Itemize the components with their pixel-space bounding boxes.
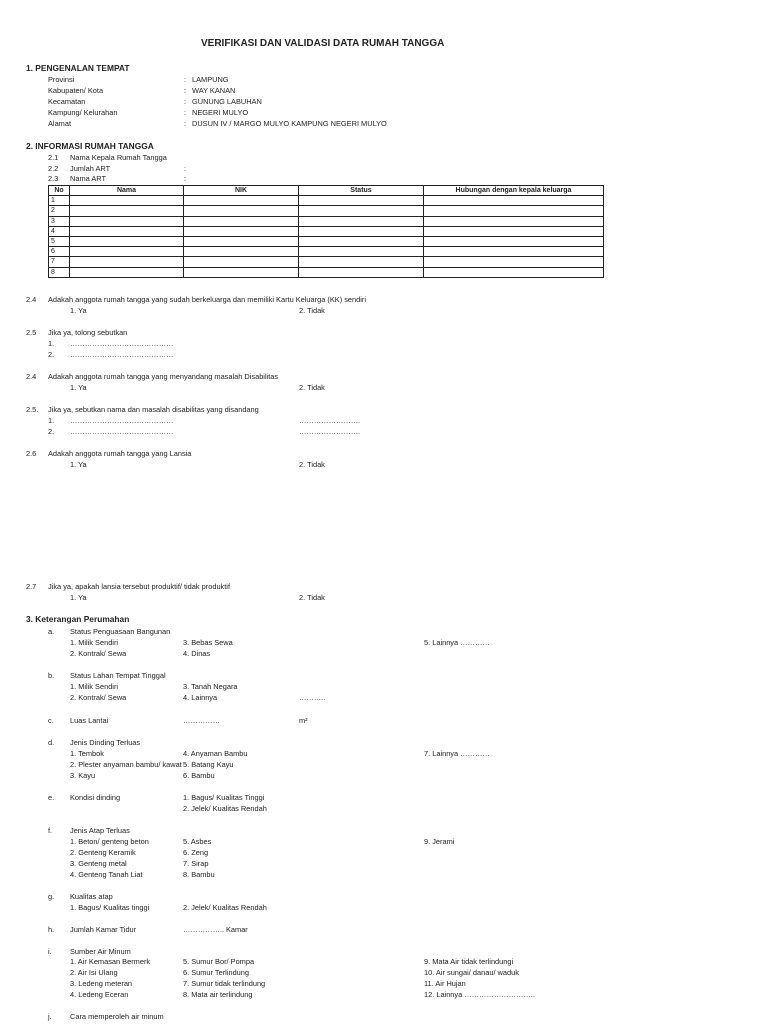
household-members-table — [48, 185, 604, 278]
option[interactable]: 5. Batang Kayu — [183, 760, 234, 769]
wall-type-label: Jenis Dinding Terluas — [70, 738, 141, 747]
relationship-cell[interactable] — [424, 257, 604, 267]
row-number: 2 — [49, 206, 70, 216]
roof-quality-label: Kualitas atap — [70, 892, 113, 901]
item-letter: b. — [48, 671, 55, 680]
relationship-cell[interactable] — [424, 247, 604, 257]
status-cell[interactable] — [299, 236, 424, 246]
colon: : — [184, 174, 187, 183]
fill-in-line[interactable]: …………… — [183, 716, 220, 725]
option[interactable]: 6. Sumur Terlindung — [183, 968, 250, 977]
name-cell[interactable] — [70, 226, 184, 236]
option[interactable]: 9. Jerami — [424, 837, 455, 846]
option[interactable]: 3. Kayu — [70, 771, 96, 780]
row-number: 4 — [49, 226, 70, 236]
question-number: 2.6 — [26, 449, 37, 458]
row-number: 3 — [49, 216, 70, 226]
option[interactable]: 3. Genteng metal — [70, 859, 127, 868]
relationship-cell[interactable] — [424, 196, 604, 206]
name-cell[interactable] — [70, 267, 184, 277]
list-number: 2. — [48, 350, 55, 359]
option[interactable]: 3. Bebas Sewa — [183, 638, 233, 647]
option[interactable]: 6. Bambu — [183, 771, 215, 780]
water-acquisition-label: Cara memperoleh air minum — [70, 1012, 164, 1021]
name-cell[interactable] — [70, 206, 184, 216]
relationship-cell[interactable] — [424, 216, 604, 226]
option[interactable]: 10. Air sungai/ danau/ waduk — [424, 968, 519, 977]
option[interactable]: 1. Milik Sendiri — [70, 682, 119, 691]
option[interactable]: 8. Mata air terlindung — [183, 990, 253, 999]
option[interactable]: 1. Beton/ genteng beton — [70, 837, 149, 846]
question-number: 2.7 — [26, 582, 37, 591]
option[interactable]: 2. Plester anyaman bambu/ kawat — [70, 760, 182, 769]
option[interactable]: 5. Asbes — [183, 837, 212, 846]
option[interactable]: 1. Milik Sendiri — [70, 638, 119, 647]
table-header-row — [49, 186, 604, 196]
nik-cell[interactable] — [184, 247, 299, 257]
name-cell[interactable] — [70, 236, 184, 246]
option[interactable]: 11. Air Hujan — [424, 979, 466, 988]
option[interactable]: 8. Bambu — [183, 870, 215, 879]
nik-cell[interactable] — [184, 196, 299, 206]
district-value: GUNUNG LABUHAN — [192, 97, 262, 106]
nik-cell[interactable] — [184, 216, 299, 226]
bedroom-count-label: Jumlah Kamar Tidur — [70, 925, 137, 934]
section-3-heading: 3. Keterangan Perumahan — [26, 614, 130, 624]
question-disability-list: Jika ya, sebutkan nama dan masalah disabilitas yang disandang — [48, 405, 259, 414]
village-label: Kampung/ Kelurahan — [48, 108, 118, 117]
unit-label: Kamar — [226, 925, 248, 934]
item-letter: a. — [48, 627, 55, 636]
name-cell[interactable] — [70, 196, 184, 206]
colon: : — [184, 164, 187, 173]
option[interactable]: 1. Bagus/ Kualitas Tinggi — [183, 793, 265, 802]
option[interactable]: 7. Sumur tidak terlindung — [183, 979, 266, 988]
question-elderly-productive: Jika ya, apakah lansia tersebut produktif/ tidak produktif — [48, 582, 230, 591]
item-letter: c. — [48, 716, 54, 725]
member-names-label: Nama ART — [70, 174, 107, 183]
province-value: LAMPUNG — [192, 75, 229, 84]
nik-cell[interactable] — [184, 267, 299, 277]
item-letter: f. — [48, 826, 53, 835]
status-cell[interactable] — [299, 196, 424, 206]
province-label: Provinsi — [48, 75, 75, 84]
option[interactable]: 5. Sumur Bor/ Pompa — [183, 957, 255, 966]
fill-in-line[interactable]: …………………………………… — [70, 339, 174, 348]
row-number: 8 — [49, 267, 70, 277]
item-letter: j. — [48, 1012, 52, 1021]
option[interactable]: 2. Jelek/ Kualitas Rendah — [183, 804, 267, 813]
list-number: 2. — [48, 427, 55, 436]
option[interactable]: 7. Sirap — [183, 859, 209, 868]
option[interactable]: 2. Genteng Keramik — [70, 848, 136, 857]
colon: : — [184, 97, 187, 106]
option[interactable]: 2. Kontrak/ Sewa — [70, 693, 127, 702]
status-cell[interactable] — [299, 267, 424, 277]
item-number: 2.1 — [48, 153, 59, 162]
unit-label: m² — [299, 716, 308, 725]
option[interactable]: 1. Air Kemasan Bermerk — [70, 957, 151, 966]
page-title: VERIFIKASI DAN VALIDASI DATA RUMAH TANGGA — [201, 38, 445, 49]
question-elderly: Adakah anggota rumah tangga yang Lansia — [48, 449, 192, 458]
col-header-status: Status — [299, 186, 424, 196]
district-label: Kecamatan — [48, 97, 86, 106]
name-cell[interactable] — [70, 247, 184, 257]
item-letter: e. — [48, 793, 55, 802]
option-no[interactable]: 2. Tidak — [299, 593, 325, 602]
item-letter: g. — [48, 892, 55, 901]
section-2-heading: 2. INFORMASI RUMAH TANGGA — [26, 141, 154, 151]
option-yes[interactable]: 1. Ya — [70, 593, 87, 602]
fill-in-line[interactable]: ……………………. — [299, 416, 361, 425]
row-number: 6 — [49, 247, 70, 257]
option[interactable]: 4. Anyaman Bambu — [183, 749, 248, 758]
col-header-relationship: Hubungan dengan kepala keluarga — [424, 186, 604, 196]
item-letter: d. — [48, 738, 55, 747]
row-number: 1 — [49, 196, 70, 206]
list-number: 1. — [48, 339, 55, 348]
option-yes[interactable]: 1. Ya — [70, 306, 87, 315]
fill-in-line[interactable]: ……………………. — [299, 427, 361, 436]
colon: : — [184, 86, 187, 95]
member-count-label: Jumlah ART — [70, 164, 111, 173]
regency-label: Kabupaten/ Kota — [48, 86, 104, 95]
option[interactable]: 7. Lainnya ………… — [424, 749, 490, 758]
nik-cell[interactable] — [184, 226, 299, 236]
question-number: 2.4 — [26, 372, 37, 381]
option[interactable]: 12. Lainnya ……………………….. — [424, 990, 535, 999]
item-number: 2.2 — [48, 164, 59, 173]
section-1-heading: 1. PENGENALAN TEMPAT — [26, 63, 130, 73]
item-letter: h. — [48, 925, 55, 934]
regency-value: WAY KANAN — [192, 86, 236, 95]
option-yes[interactable]: 1. Ya — [70, 460, 87, 469]
status-cell[interactable] — [299, 247, 424, 257]
address-label: Alamat — [48, 119, 72, 128]
option[interactable]: 3. Ledeng meteran — [70, 979, 133, 988]
head-of-household-label: Nama Kepala Rumah Tangga — [70, 153, 167, 162]
question-number: 2.5. — [26, 405, 39, 414]
option[interactable]: 4. Genteng Tanah Liat — [70, 870, 143, 879]
table-row — [49, 196, 604, 206]
table-row — [49, 267, 604, 277]
colon: : — [184, 119, 187, 128]
option[interactable]: 5. Lainnya ………… — [424, 638, 490, 647]
colon: : — [184, 108, 187, 117]
relationship-cell[interactable] — [424, 206, 604, 216]
address-value: DUSUN IV / MARGO MULYO KAMPUNG NEGERI MULYO — [192, 119, 387, 128]
wall-condition-label: Kondisi dinding — [70, 793, 121, 802]
nik-cell[interactable] — [184, 236, 299, 246]
fill-in-line[interactable]: …………….. — [183, 925, 225, 934]
fill-in-line[interactable]: …………………………………… — [70, 350, 174, 359]
option[interactable]: 2. Kontrak/ Sewa — [70, 649, 127, 658]
floor-area-label: Luas Lantai — [70, 716, 109, 725]
list-number: 1. — [48, 416, 55, 425]
roof-type-label: Jenis Atap Terluas — [70, 826, 130, 835]
option[interactable]: 6. Zeng — [183, 848, 209, 857]
fill-in-line[interactable]: …………………………………… — [70, 416, 174, 425]
option[interactable]: 1. Tembok — [70, 749, 104, 758]
option[interactable]: 4. Lainnya — [183, 693, 218, 702]
col-header-name: Nama — [70, 186, 184, 196]
option[interactable]: 4. Dinas — [183, 649, 211, 658]
option-no[interactable]: 2. Tidak — [299, 460, 325, 469]
relationship-cell[interactable] — [424, 267, 604, 277]
colon: : — [184, 75, 187, 84]
question-kk: Adakah anggota rumah tangga yang sudah berkeluarga dan memiliki Kartu Keluarga (KK) sendiri — [48, 295, 366, 304]
option[interactable]: 9. Mata Air tidak terlindungi — [424, 957, 514, 966]
col-header-nik: NIK — [184, 186, 299, 196]
option[interactable]: 2. Jelek/ Kualitas Rendah — [183, 903, 267, 912]
option[interactable]: 4. Ledeng Eceran — [70, 990, 129, 999]
table-row — [49, 206, 604, 216]
option[interactable]: 2. Air Isi Ulang — [70, 968, 118, 977]
item-number: 2.3 — [48, 174, 59, 183]
option-yes[interactable]: 1. Ya — [70, 383, 87, 392]
fill-in-line[interactable]: ……….. — [299, 693, 326, 702]
status-cell[interactable] — [299, 226, 424, 236]
option[interactable]: 1. Bagus/ Kualitas tinggi — [70, 903, 150, 912]
name-cell[interactable] — [70, 216, 184, 226]
name-cell[interactable] — [70, 257, 184, 267]
status-cell[interactable] — [299, 257, 424, 267]
village-value: NEGERI MULYO — [192, 108, 249, 117]
option-no[interactable]: 2. Tidak — [299, 383, 325, 392]
land-status-label: Status Lahan Tempat Tinggal — [70, 671, 166, 680]
option-no[interactable]: 2. Tidak — [299, 306, 325, 315]
building-ownership-label: Status Penguasaan Bangunan — [70, 627, 171, 636]
relationship-cell[interactable] — [424, 236, 604, 246]
row-number: 7 — [49, 257, 70, 267]
question-kk-list: Jika ya, tolong sebutkan — [48, 328, 128, 337]
option[interactable]: 3. Tanah Negara — [183, 682, 238, 691]
nik-cell[interactable] — [184, 257, 299, 267]
fill-in-line[interactable]: …………………………………… — [70, 427, 174, 436]
col-header-no: No — [49, 186, 70, 196]
relationship-cell[interactable] — [424, 226, 604, 236]
question-disability: Adakah anggota rumah tangga yang menyandang masalah Disabilitas — [48, 372, 279, 381]
question-number: 2.5 — [26, 328, 37, 337]
item-letter: i. — [48, 947, 52, 956]
status-cell[interactable] — [299, 206, 424, 216]
table-row — [49, 247, 604, 257]
nik-cell[interactable] — [184, 206, 299, 216]
drinking-water-label: Sumber Air Minum — [70, 947, 131, 956]
table-row — [49, 216, 604, 226]
question-number: 2.4 — [26, 295, 37, 304]
row-number: 5 — [49, 236, 70, 246]
status-cell[interactable] — [299, 216, 424, 226]
table-row — [49, 236, 604, 246]
table-row — [49, 257, 604, 267]
table-row — [49, 226, 604, 236]
